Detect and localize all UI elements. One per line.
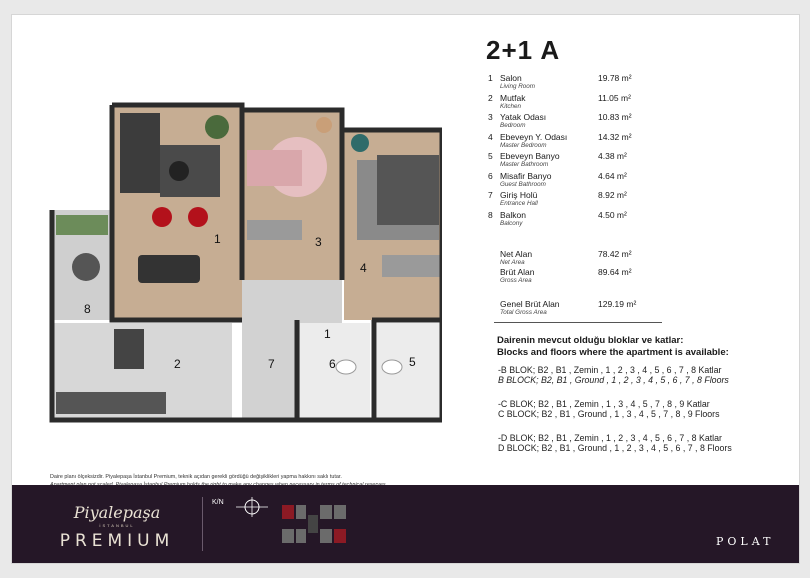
footer-divider [202, 497, 203, 551]
total-area: 129.19 m² [598, 299, 637, 309]
room-number: 6 [488, 170, 493, 181]
plan-label-master-bedroom: 4 [360, 261, 367, 275]
room-name-en: Bedroom [500, 122, 526, 129]
room-row [488, 73, 668, 93]
disclaimer-tr: Daire planı ölçeksizdir. Piyalepaşa İstanbul Premium, teknik açıdan gerekli gördüğü değişiklikleri yapma hakkını saklı tutar. [50, 474, 342, 480]
coffee-table [169, 161, 189, 181]
room-row [488, 112, 668, 132]
room-area: 4.50 m² [598, 209, 627, 220]
room-number: 1 [488, 73, 493, 83]
floor-plan [42, 95, 442, 425]
blocks-heading-en: Blocks and floors where the apartment is available: [497, 347, 729, 358]
footer-banner [12, 485, 799, 563]
key-plan-icon [274, 503, 354, 547]
total-name-en: Gross Area [500, 277, 532, 284]
kitchen-island [114, 329, 144, 369]
logo-premium: PREMIUM [59, 531, 175, 551]
balcony-plants [56, 215, 108, 235]
block-tr: -B BLOK; B2 , B1 , Zemin , 1 , 2 , 3 , 4 , 5 , 6 , 7 , 8 Katlar [498, 365, 722, 375]
plan-label-bedroom: 3 [315, 235, 322, 249]
room-name-tr: Salon [500, 73, 522, 83]
master-wardrobe [382, 255, 440, 277]
block-en: C BLOCK; B2 , B1 , Ground , 1 , 3 , 4 , 5 , 7 , 8 , 9 Floors [498, 409, 720, 419]
room-name-tr: Ebeveyn Y. Odası [500, 131, 568, 142]
plan-label-kitchen: 2 [174, 357, 181, 371]
master-bed [377, 155, 439, 225]
total-row [500, 249, 668, 267]
room-area: 14.32 m² [598, 131, 632, 142]
room-number: 5 [488, 151, 493, 161]
block-en: D BLOCK; B2 , B1 , Ground , 1 , 2 , 3 , 4 , 5 , 6 , 7 , 8 Floors [498, 443, 732, 453]
plant [205, 115, 229, 139]
total-name-en: Total Gross Area [500, 309, 547, 316]
room-area: 8.92 m² [598, 190, 627, 200]
block-availability [498, 365, 729, 385]
block-tr: -C BLOK; B2 , B1 , Zemin , 1 , 3 , 4 , 5 , 7 , 8 , 9 Katlar [498, 399, 710, 409]
room-name-en: Kitchen [500, 102, 522, 110]
room-name-en: Living Room [500, 83, 535, 90]
guest-toilet [336, 360, 356, 374]
room-row [488, 132, 668, 152]
block-availability [498, 433, 732, 453]
bedroom-chair [316, 117, 332, 133]
plan-label-guest-bath-entry: 1 [324, 327, 331, 341]
compass-icon [232, 495, 272, 519]
armchair-left [152, 207, 172, 227]
bedroom-bed [247, 150, 302, 186]
room-row [488, 190, 668, 210]
armchair-right [188, 207, 208, 227]
room-row [488, 151, 668, 171]
room-name-en: Master Bedroom [500, 141, 547, 149]
block-en: B BLOCK; B2, B1 , Ground , 1 , 2 , 3 , 4 , 5 , 6 , 7 , 8 Floors [498, 375, 729, 385]
floor-plan-drawing [42, 95, 442, 425]
plan-label-entrance-hall: 7 [268, 357, 275, 371]
room-area: 4.64 m² [598, 170, 627, 181]
total-name-tr: Net Alan [500, 249, 533, 259]
dining-table [138, 255, 200, 283]
room-area: 4.38 m² [598, 151, 627, 161]
total-name-tr: Genel Brüt Alan [500, 299, 560, 309]
room-area: 10.83 m² [598, 112, 632, 122]
total-row [500, 299, 668, 317]
room-number: 3 [488, 112, 493, 122]
logo-subtitle: İSTANBUL [99, 523, 135, 528]
room-number: 7 [488, 190, 493, 200]
room-name-tr: Balkon [500, 209, 526, 220]
plan-label-balcony: 8 [84, 302, 91, 316]
total-name-en: Net Area [500, 259, 525, 266]
room-name-en: Master Bathroom [500, 161, 549, 168]
master-toilet [382, 360, 402, 374]
total-area: 78.42 m² [598, 249, 632, 259]
room-list [488, 73, 668, 229]
balcony-table [72, 253, 100, 281]
room-number: 2 [488, 92, 493, 103]
room-name-tr: Yatak Odası [500, 112, 547, 122]
bedroom-wardrobe [247, 220, 302, 240]
room-name-tr: Mutfak [500, 92, 526, 103]
developer-logo: POLAT [716, 535, 775, 548]
room-area: 11.05 m² [598, 92, 631, 103]
room-number: 4 [488, 131, 493, 142]
area-totals [500, 249, 668, 317]
room-name-tr: Giriş Holü [500, 190, 538, 200]
total-name-tr: Brüt Alan [500, 267, 535, 277]
plan-label-master-bath: 5 [409, 355, 416, 369]
room-name-en: Balcony [500, 219, 523, 227]
block-tr: -D BLOK; B2 , B1 , Zemin , 1 , 2 , 3 , 4 , 5 , 6 , 7 , 8 Katlar [498, 433, 722, 443]
plan-label-living-room: 1 [214, 232, 221, 246]
total-area: 89.64 m² [598, 267, 632, 277]
master-chair [351, 134, 369, 152]
floor-plan-sheet [11, 14, 800, 564]
logo-script: Piyalepaşa [73, 503, 161, 522]
room-number: 8 [488, 209, 493, 220]
room-area: 19.78 m² [598, 73, 632, 83]
plan-title: 2+1 A [486, 35, 561, 65]
total-row [500, 267, 668, 285]
plan-label-guest-bath: 6 [329, 357, 336, 371]
sofa [120, 113, 160, 193]
block-availability [498, 399, 720, 419]
room-name-tr: Misafir Banyo [500, 170, 552, 181]
blocks-heading-tr: Dairenin mevcut olduğu bloklar ve katlar: [497, 335, 684, 346]
kitchen-counter [56, 392, 166, 414]
room-name-tr: Ebeveyn Banyo [500, 151, 560, 161]
room-row [488, 210, 668, 230]
room-row [488, 93, 668, 113]
divider [494, 322, 662, 323]
north-label: K/N [212, 499, 224, 506]
room-name-en: Guest Bathroom [500, 180, 546, 188]
room-row [488, 171, 668, 191]
room-name-en: Entrance Hall [500, 200, 538, 207]
